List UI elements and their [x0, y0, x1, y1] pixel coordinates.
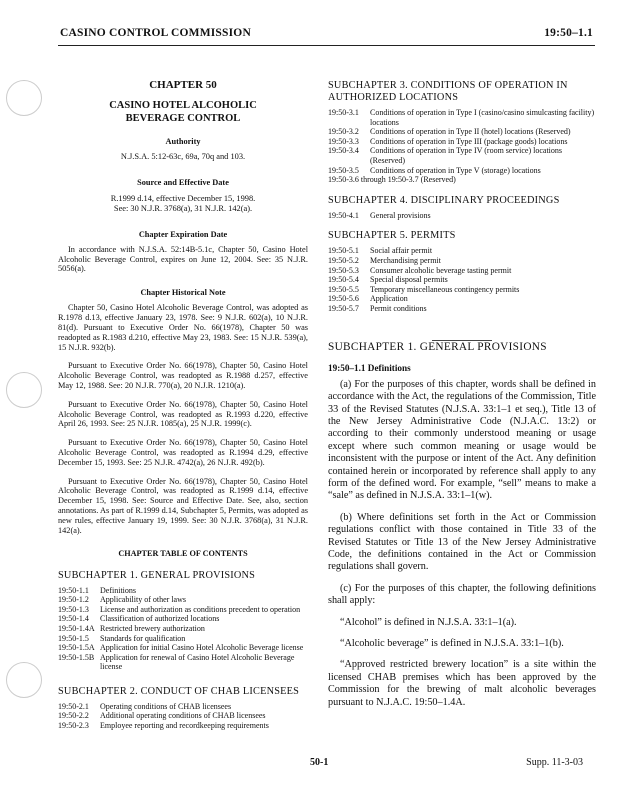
chapter-title: CASINO HOTEL ALCOHOLIC BEVERAGE CONTROL: [109, 100, 257, 124]
toc-item: 19:50-1.5 Standards for qualification: [58, 633, 186, 643]
toc-item: 19:50-3.6 through 19:50-3.7 (Reserved): [328, 175, 456, 185]
binder-hole: [6, 662, 42, 698]
chapter-number: CHAPTER 50: [149, 79, 217, 91]
source-text: See: 30 N.J.R. 3768(a), 31 N.J.R. 142(a).: [113, 203, 253, 213]
expiration-heading: Chapter Expiration Date: [138, 229, 228, 239]
toc-item: 19:50-3.5 Conditions of operation in Type V (storage) locations: [328, 165, 541, 175]
page-number: 50-1: [310, 757, 329, 768]
section-heading: SUBCHAPTER 1. GENERAL PROVISIONS: [328, 340, 547, 353]
toc-item: 19:50-2.3 Employee reporting and recordkeeping requirements: [58, 721, 269, 731]
toc-item: 19:50-1.1 Definitions: [58, 585, 136, 595]
toc-item: 19:50-5.4 Special disposal permits: [328, 275, 448, 285]
history-paragraph: Pursuant to Executive Order No. 66(1978), Chapter 50, Casino Hotel Alcoholic Beverage Control, was readopted as R.1999 d.14, effective December 15, 1998. See: Source and Effective Date. See, also, section annotations. As part of R.1999 d.14, Subchapter 5, Permits, was adopted as new rules, effective January 19, 1999. See: 30 N.J.R. 3768(a), 31 N.J.R. 142(a).: [58, 476, 308, 535]
body-paragraph: “Alcohol” is defined in N.J.S.A. 33:1–1(a).: [340, 616, 517, 628]
toc-item: 19:50-1.5B Application for renewal of Casino Hotel Alcoholic Beverage license: [58, 652, 295, 672]
body-paragraph: “Approved restricted brewery location” is a site within the licensed CHAB premises which has been approved by the Commission for the brewing of malt alcoholic beverages pursuant to N.J.A.C. 19:50–1.4A.: [328, 659, 596, 708]
history-paragraph: Pursuant to Executive Order No. 66(1978), Chapter 50, Casino Hotel Alcoholic Beverage Control, was readopted as R.1988 d.257, effective May 12, 1988. See: 20 N.J.R. 770(a), 20 N.J.R. 1210(a).: [58, 361, 308, 390]
toc-subchapter-1: SUBCHAPTER 1. GENERAL PROVISIONS: [58, 569, 256, 581]
history-paragraph: Chapter 50, Casino Hotel Alcoholic Beverage Control, was adopted as R.1978 d.13, effective January 23, 1978. See: 9 N.J.R. 602(a), 10 N.J.R. 81(d). Pursuant to Executive Order No. 66(1978), Chapter 50 was readopted as R.1983 d.210, effective May 23, 1983. See: 15 N.J.R. 539(a), 15 N.J.R. 932(b).: [58, 303, 308, 352]
toc-item: 19:50-3.3 Conditions of operation in Type III (package goods) locations: [328, 136, 568, 146]
toc-subchapter-3: SUBCHAPTER 3. CONDITIONS OF OPERATION IN AUTHORIZED LOCATIONS: [328, 80, 568, 103]
toc-list: [328, 108, 596, 185]
toc-item: 19:50-5.6 Application: [328, 294, 408, 304]
authority-heading: Authority: [165, 137, 201, 147]
source-text: R.1999 d.14, effective December 15, 1998.: [110, 193, 256, 203]
toc-item: 19:50-3.2 Conditions of operation in Type II (hotel) locations (Reserved): [328, 127, 571, 137]
history-paragraph: Pursuant to Executive Order No. 66(1978), Chapter 50, Casino Hotel Alcoholic Beverage Control, was readopted as R.1993 d.220, effective April 26, 1993. See: 25 N.J.R. 1085(a), 25 N.J.R. 1999(c).: [58, 399, 308, 429]
toc-subchapter-2: SUBCHAPTER 2. CONDUCT OF CHAB LICENSEES: [58, 685, 300, 697]
right-column: [328, 80, 596, 718]
body-paragraph: (b) Where definitions set forth in the Act or Commission regulations conflict with those contained in Title 33 of the Revised Statutes or Title 13 of the New Jersey Administrative Code, the definitions contained in the Act or Commission regulations shall govern.: [328, 511, 596, 573]
header-section: 19:50–1.1: [544, 27, 593, 39]
binder-hole: [6, 80, 42, 116]
body-paragraph: “Alcoholic beverage” is defined in N.J.S.A. 33:1–1(b).: [340, 638, 564, 650]
toc-item: 19:50-5.7 Permit conditions: [328, 303, 427, 313]
toc-item: 19:50-1.2 Applicability of other laws: [58, 595, 186, 605]
toc-item: 19:50-5.1 Social affair permit: [328, 246, 433, 256]
toc-list: [328, 246, 596, 313]
source-heading: Source and Effective Date: [137, 178, 229, 188]
toc-item: 19:50-1.4A Restricted brewery authorization: [58, 623, 205, 633]
authority-text: N.J.S.A. 5:12-63c, 69a, 70q and 103.: [120, 152, 246, 162]
definitions-heading: 19:50–1.1 Definitions: [328, 362, 411, 373]
toc-item: 19:50-3.4 Conditions of operation in Type IV (room service) locations (Reserved): [328, 146, 562, 165]
supplement-date: Supp. 11-3-03: [526, 757, 583, 768]
toc-item: 19:50-1.4 Classification of authorized locations: [58, 614, 220, 624]
history-heading: Chapter Historical Note: [140, 288, 226, 298]
toc-subchapter-5: SUBCHAPTER 5. PERMITS: [328, 230, 456, 242]
toc-item: 19:50-2.2 Additional operating conditions of CHAB licensees: [58, 711, 266, 721]
toc-item: 19:50-1.5A Application for initial Casino Hotel Alcoholic Beverage license: [58, 643, 304, 653]
toc-subchapter-4: SUBCHAPTER 4. DISCIPLINARY PROCEEDINGS: [328, 194, 560, 206]
header-title: CASINO CONTROL COMMISSION: [60, 27, 251, 39]
toc-item: 19:50-5.2 Merchandising permit: [328, 255, 441, 265]
toc-item: 19:50-5.5 Temporary miscellaneous contingency permits: [328, 284, 520, 294]
toc-list: [58, 586, 308, 672]
toc-item: 19:50-5.3 Consumer alcoholic beverage tasting permit: [328, 265, 512, 275]
history-paragraph: Pursuant to Executive Order No. 66(1978), Chapter 50, Casino Hotel Alcoholic Beverage Control, was readopted as R.1994 d.29, effective December 15, 1993. See: 25 N.J.R. 4742(a), 26 N.J.R. 492(b).: [58, 438, 308, 467]
toc-item: 19:50-3.1 Conditions of operation in Type I (casino/casino simulcasting facility) locations: [328, 108, 595, 127]
left-column: [58, 62, 308, 731]
binder-hole: [6, 372, 42, 408]
body-paragraph: (c) For the purposes of this chapter, the following definitions shall apply:: [328, 582, 596, 607]
running-header: [60, 27, 593, 39]
expiration-text: In accordance with N.J.S.A. 52:14B-5.1c, Chapter 50, Casino Hotel Alcoholic Beverage Control, expires on June 12, 2004. See: 35 N.J.R. 5056(a).: [58, 244, 308, 274]
toc-item: 19:50-1.3 License and authorization as conditions precedent to operation: [58, 604, 301, 614]
toc-list: [58, 702, 308, 731]
toc-item: 19:50-4.1 General provisions: [328, 210, 431, 220]
body-paragraph: (a) For the purposes of this chapter, words shall be defined in accordance with the Act, the regulations of the Commission, Title 33 of the Revised Statutes (N.J.S.A. 33:1–1 et seq.), Title 13 of the New Jersey Administrative Code (N.J.A.C. 13:2) or according to their commonly understood meaning or usage except where such common meaning or usage would be inconsistent with the purpose or intent of the Act. Any definition contained herein or incorporated by reference shall apply to any form of the defined word. For example, “sell” means to make a “sale” as defined in N.J.S.A. 33:1–1(w).: [328, 378, 596, 502]
toc-heading: CHAPTER TABLE OF CONTENTS: [118, 549, 248, 559]
toc-item: 19:50-2.1 Operating conditions of CHAB licensees: [58, 701, 232, 711]
header-rule: [58, 45, 595, 46]
toc-list: [328, 211, 596, 221]
